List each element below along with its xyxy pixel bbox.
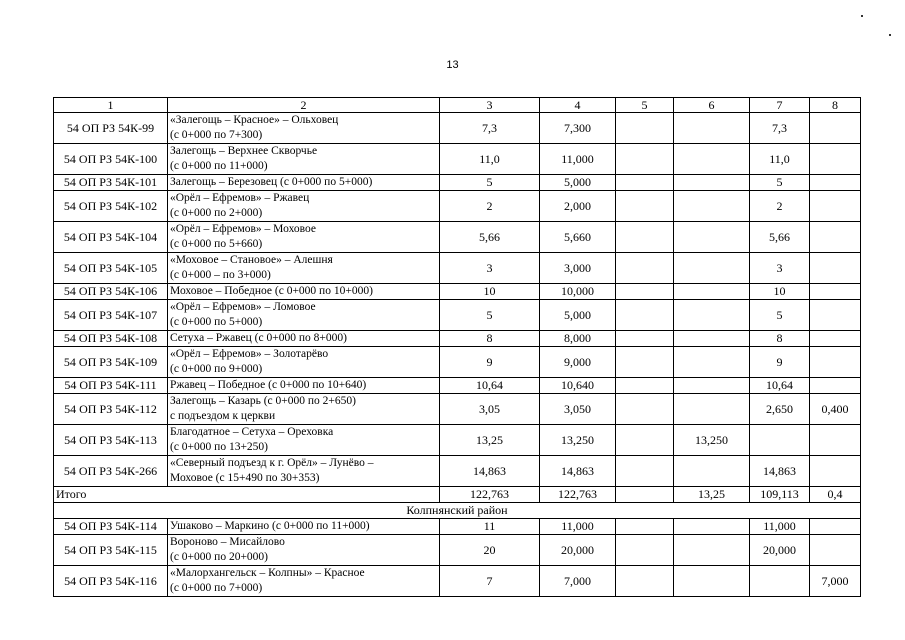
- road-name-line: (с 0+000 – по 3+000): [170, 269, 271, 281]
- road-name-line: Сетуха – Ржавец (с 0+000 по 8+000): [170, 332, 347, 344]
- total-row: [54, 487, 861, 503]
- page-number: 13: [446, 59, 459, 71]
- road-name-cell: [168, 425, 440, 456]
- total-value-cell: 122,763: [440, 487, 540, 503]
- value-cell: 7,300: [540, 113, 616, 144]
- road-name-line: «Орёл – Ефремов» – Ломовое: [170, 301, 316, 313]
- road-code-cell: 54 ОП РЗ 54К-102: [54, 191, 168, 222]
- value-cell: [616, 535, 674, 566]
- value-cell: [616, 394, 674, 425]
- value-cell: [810, 253, 861, 284]
- value-cell: [810, 519, 861, 535]
- road-name-line: Моховое (с 15+490 по 30+353): [170, 472, 320, 484]
- value-cell: 20: [440, 535, 540, 566]
- value-cell: [616, 144, 674, 175]
- value-cell: [616, 519, 674, 535]
- road-name-line: Моховое – Победное (с 0+000 по 10+000): [170, 285, 373, 297]
- column-header: 5: [616, 98, 674, 113]
- road-code-cell: 54 ОП РЗ 54К-104: [54, 222, 168, 253]
- road-code-cell: 54 ОП РЗ 54К-112: [54, 394, 168, 425]
- table-row: [54, 347, 861, 378]
- road-name-cell: [168, 253, 440, 284]
- column-header: 1: [54, 98, 168, 113]
- table-row: [54, 222, 861, 253]
- table-row: [54, 284, 861, 300]
- road-name-cell: [168, 300, 440, 331]
- road-name-line: «Орёл – Ефремов» – Золотарёво: [170, 348, 329, 360]
- value-cell: 11,000: [540, 144, 616, 175]
- value-cell: [810, 191, 861, 222]
- total-value-cell: 13,25: [674, 487, 750, 503]
- value-cell: 13,250: [674, 425, 750, 456]
- value-cell: 11,000: [750, 519, 810, 535]
- value-cell: [810, 425, 861, 456]
- table-row: [54, 535, 861, 566]
- total-label: Итого: [54, 487, 440, 503]
- value-cell: 9: [750, 347, 810, 378]
- value-cell: 14,863: [750, 456, 810, 487]
- value-cell: 10,640: [540, 378, 616, 394]
- table-row: [54, 253, 861, 284]
- value-cell: 11,000: [540, 519, 616, 535]
- road-name-line: Залегощь – Казарь (с 0+000 по 2+650): [170, 395, 356, 407]
- total-value-cell: [616, 487, 674, 503]
- table-row: [54, 300, 861, 331]
- road-code-cell: 54 ОП РЗ 54К-107: [54, 300, 168, 331]
- road-name-line: Благодатное – Сетуха – Ореховка: [170, 426, 334, 438]
- road-code-cell: 54 ОП РЗ 54К-114: [54, 519, 168, 535]
- road-code-cell: 54 ОП РЗ 54К-100: [54, 144, 168, 175]
- road-name-line: (с 0+000 по 5+000): [170, 316, 263, 328]
- table-row: [54, 113, 861, 144]
- value-cell: [616, 253, 674, 284]
- value-cell: [616, 347, 674, 378]
- road-name-cell: [168, 191, 440, 222]
- value-cell: [616, 284, 674, 300]
- value-cell: [674, 144, 750, 175]
- value-cell: [616, 191, 674, 222]
- value-cell: [616, 331, 674, 347]
- value-cell: [810, 144, 861, 175]
- road-name-cell: [168, 144, 440, 175]
- road-code-cell: 54 ОП РЗ 54К-105: [54, 253, 168, 284]
- value-cell: [616, 378, 674, 394]
- road-name-line: (с 0+000 по 5+660): [170, 238, 263, 250]
- value-cell: 11,0: [440, 144, 540, 175]
- value-cell: [674, 175, 750, 191]
- road-name-cell: [168, 566, 440, 597]
- value-cell: 2,000: [540, 191, 616, 222]
- value-cell: [810, 331, 861, 347]
- table-row: [54, 425, 861, 456]
- road-name-cell: [168, 535, 440, 566]
- road-name-line: (с 0+000 по 13+250): [170, 441, 269, 453]
- road-name-line: «Моховое – Становое» – Алешня: [170, 254, 333, 266]
- road-name-cell: [168, 519, 440, 535]
- table-row: [54, 566, 861, 597]
- value-cell: 3,05: [440, 394, 540, 425]
- value-cell: 20,000: [750, 535, 810, 566]
- value-cell: 8: [440, 331, 540, 347]
- value-cell: 5,660: [540, 222, 616, 253]
- road-code-cell: 54 ОП РЗ 54К-116: [54, 566, 168, 597]
- value-cell: [750, 425, 810, 456]
- value-cell: 7,000: [540, 566, 616, 597]
- road-name-line: «Северный подъезд к г. Орёл» – Лунёво –: [170, 457, 374, 469]
- total-value-cell: 122,763: [540, 487, 616, 503]
- road-name-cell: [168, 331, 440, 347]
- value-cell: 11: [440, 519, 540, 535]
- road-name-cell: [168, 222, 440, 253]
- value-cell: [674, 347, 750, 378]
- road-name-cell: [168, 456, 440, 487]
- road-name-line: «Орёл – Ефремов» – Моховое: [170, 223, 316, 235]
- district-heading: Колпнянский район: [54, 503, 861, 519]
- value-cell: 0,400: [810, 394, 861, 425]
- value-cell: [810, 535, 861, 566]
- column-header: 7: [750, 98, 810, 113]
- road-name-cell: [168, 378, 440, 394]
- value-cell: 7,000: [810, 566, 861, 597]
- total-value-cell: 0,4: [810, 487, 861, 503]
- value-cell: 8,000: [540, 331, 616, 347]
- value-cell: [810, 113, 861, 144]
- district-row: [54, 503, 861, 519]
- road-name-cell: [168, 284, 440, 300]
- value-cell: 5,000: [540, 175, 616, 191]
- value-cell: 5,66: [440, 222, 540, 253]
- value-cell: 10,64: [440, 378, 540, 394]
- road-name-cell: [168, 175, 440, 191]
- value-cell: 9: [440, 347, 540, 378]
- value-cell: 3,050: [540, 394, 616, 425]
- road-name-line: (с 0+000 по 7+000): [170, 582, 263, 594]
- value-cell: 5: [440, 300, 540, 331]
- value-cell: 14,863: [440, 456, 540, 487]
- value-cell: 10: [750, 284, 810, 300]
- value-cell: 10,64: [750, 378, 810, 394]
- road-code-cell: 54 ОП РЗ 54К-113: [54, 425, 168, 456]
- table-row: [54, 175, 861, 191]
- value-cell: [674, 253, 750, 284]
- value-cell: 5: [440, 175, 540, 191]
- value-cell: [674, 300, 750, 331]
- value-cell: 3: [750, 253, 810, 284]
- value-cell: [750, 566, 810, 597]
- value-cell: [616, 222, 674, 253]
- value-cell: [616, 456, 674, 487]
- road-name-line: «Орёл – Ефремов» – Ржавец: [170, 192, 310, 204]
- value-cell: [810, 284, 861, 300]
- value-cell: 3: [440, 253, 540, 284]
- road-name-cell: [168, 394, 440, 425]
- road-name-line: Залегощь – Верхнее Скворчье: [170, 145, 318, 157]
- road-name-line: (с 0+000 по 7+300): [170, 129, 263, 141]
- road-code-cell: 54 ОП РЗ 54К-99: [54, 113, 168, 144]
- value-cell: 5: [750, 175, 810, 191]
- table-row: [54, 394, 861, 425]
- road-name-line: «Малорхангельск – Колпны» – Красное: [170, 567, 365, 579]
- value-cell: 5,66: [750, 222, 810, 253]
- value-cell: [810, 175, 861, 191]
- road-name-line: Ржавец – Победное (с 0+000 по 10+640): [170, 379, 367, 391]
- table-row: [54, 331, 861, 347]
- table-row: [54, 144, 861, 175]
- column-header: 3: [440, 98, 540, 113]
- road-code-cell: 54 ОП РЗ 54К-106: [54, 284, 168, 300]
- road-name-cell: [168, 113, 440, 144]
- road-code-cell: 54 ОП РЗ 54К-109: [54, 347, 168, 378]
- column-header: 4: [540, 98, 616, 113]
- road-code-cell: 54 ОП РЗ 54К-111: [54, 378, 168, 394]
- value-cell: 8: [750, 331, 810, 347]
- value-cell: [674, 456, 750, 487]
- value-cell: [674, 519, 750, 535]
- value-cell: [616, 566, 674, 597]
- value-cell: 7,3: [750, 113, 810, 144]
- road-name-line: (с 0+000 по 20+000): [170, 551, 269, 563]
- header-row: [54, 98, 861, 113]
- column-header: 8: [810, 98, 861, 113]
- value-cell: 2,650: [750, 394, 810, 425]
- road-code-cell: 54 ОП РЗ 54К-101: [54, 175, 168, 191]
- value-cell: 20,000: [540, 535, 616, 566]
- scan-speck: [889, 34, 891, 36]
- road-name-line: Ушаково – Маркино (с 0+000 по 11+000): [170, 520, 370, 532]
- table-row: [54, 519, 861, 535]
- value-cell: [674, 535, 750, 566]
- value-cell: 7,3: [440, 113, 540, 144]
- value-cell: [674, 566, 750, 597]
- value-cell: [810, 222, 861, 253]
- road-name-line: с подъездом к церкви: [170, 410, 276, 422]
- value-cell: [810, 378, 861, 394]
- table-row: [54, 456, 861, 487]
- value-cell: 9,000: [540, 347, 616, 378]
- road-name-line: Вороново – Мисайлово: [170, 536, 285, 548]
- value-cell: [616, 175, 674, 191]
- value-cell: [810, 300, 861, 331]
- road-name-line: (с 0+000 по 2+000): [170, 207, 263, 219]
- value-cell: [674, 378, 750, 394]
- value-cell: [810, 456, 861, 487]
- value-cell: 10: [440, 284, 540, 300]
- road-name-line: (с 0+000 по 9+000): [170, 363, 263, 375]
- value-cell: [616, 425, 674, 456]
- total-value-cell: 109,113: [750, 487, 810, 503]
- road-name-line: Залегощь – Березовец (с 0+000 по 5+000): [170, 176, 373, 188]
- road-name-line: «Залегощь – Красное» – Ольховец: [170, 114, 339, 126]
- value-cell: [674, 191, 750, 222]
- value-cell: [616, 113, 674, 144]
- value-cell: 13,25: [440, 425, 540, 456]
- value-cell: 5,000: [540, 300, 616, 331]
- table-body: [54, 98, 861, 597]
- value-cell: [674, 113, 750, 144]
- value-cell: [674, 331, 750, 347]
- value-cell: 10,000: [540, 284, 616, 300]
- road-code-cell: 54 ОП РЗ 54К-115: [54, 535, 168, 566]
- value-cell: [810, 347, 861, 378]
- value-cell: 2: [440, 191, 540, 222]
- scan-speck: [861, 15, 863, 17]
- table-row: [54, 191, 861, 222]
- roads-table: [53, 97, 861, 597]
- value-cell: 7: [440, 566, 540, 597]
- road-code-cell: 54 ОП РЗ 54К-108: [54, 331, 168, 347]
- road-code-cell: 54 ОП РЗ 54К-266: [54, 456, 168, 487]
- value-cell: [616, 300, 674, 331]
- value-cell: [674, 222, 750, 253]
- value-cell: [674, 394, 750, 425]
- value-cell: 3,000: [540, 253, 616, 284]
- value-cell: 11,0: [750, 144, 810, 175]
- value-cell: 13,250: [540, 425, 616, 456]
- value-cell: 2: [750, 191, 810, 222]
- road-name-cell: [168, 347, 440, 378]
- column-header: 6: [674, 98, 750, 113]
- value-cell: 5: [750, 300, 810, 331]
- value-cell: [674, 284, 750, 300]
- column-header: 2: [168, 98, 440, 113]
- road-name-line: (с 0+000 по 11+000): [170, 160, 268, 172]
- table-row: [54, 378, 861, 394]
- value-cell: 14,863: [540, 456, 616, 487]
